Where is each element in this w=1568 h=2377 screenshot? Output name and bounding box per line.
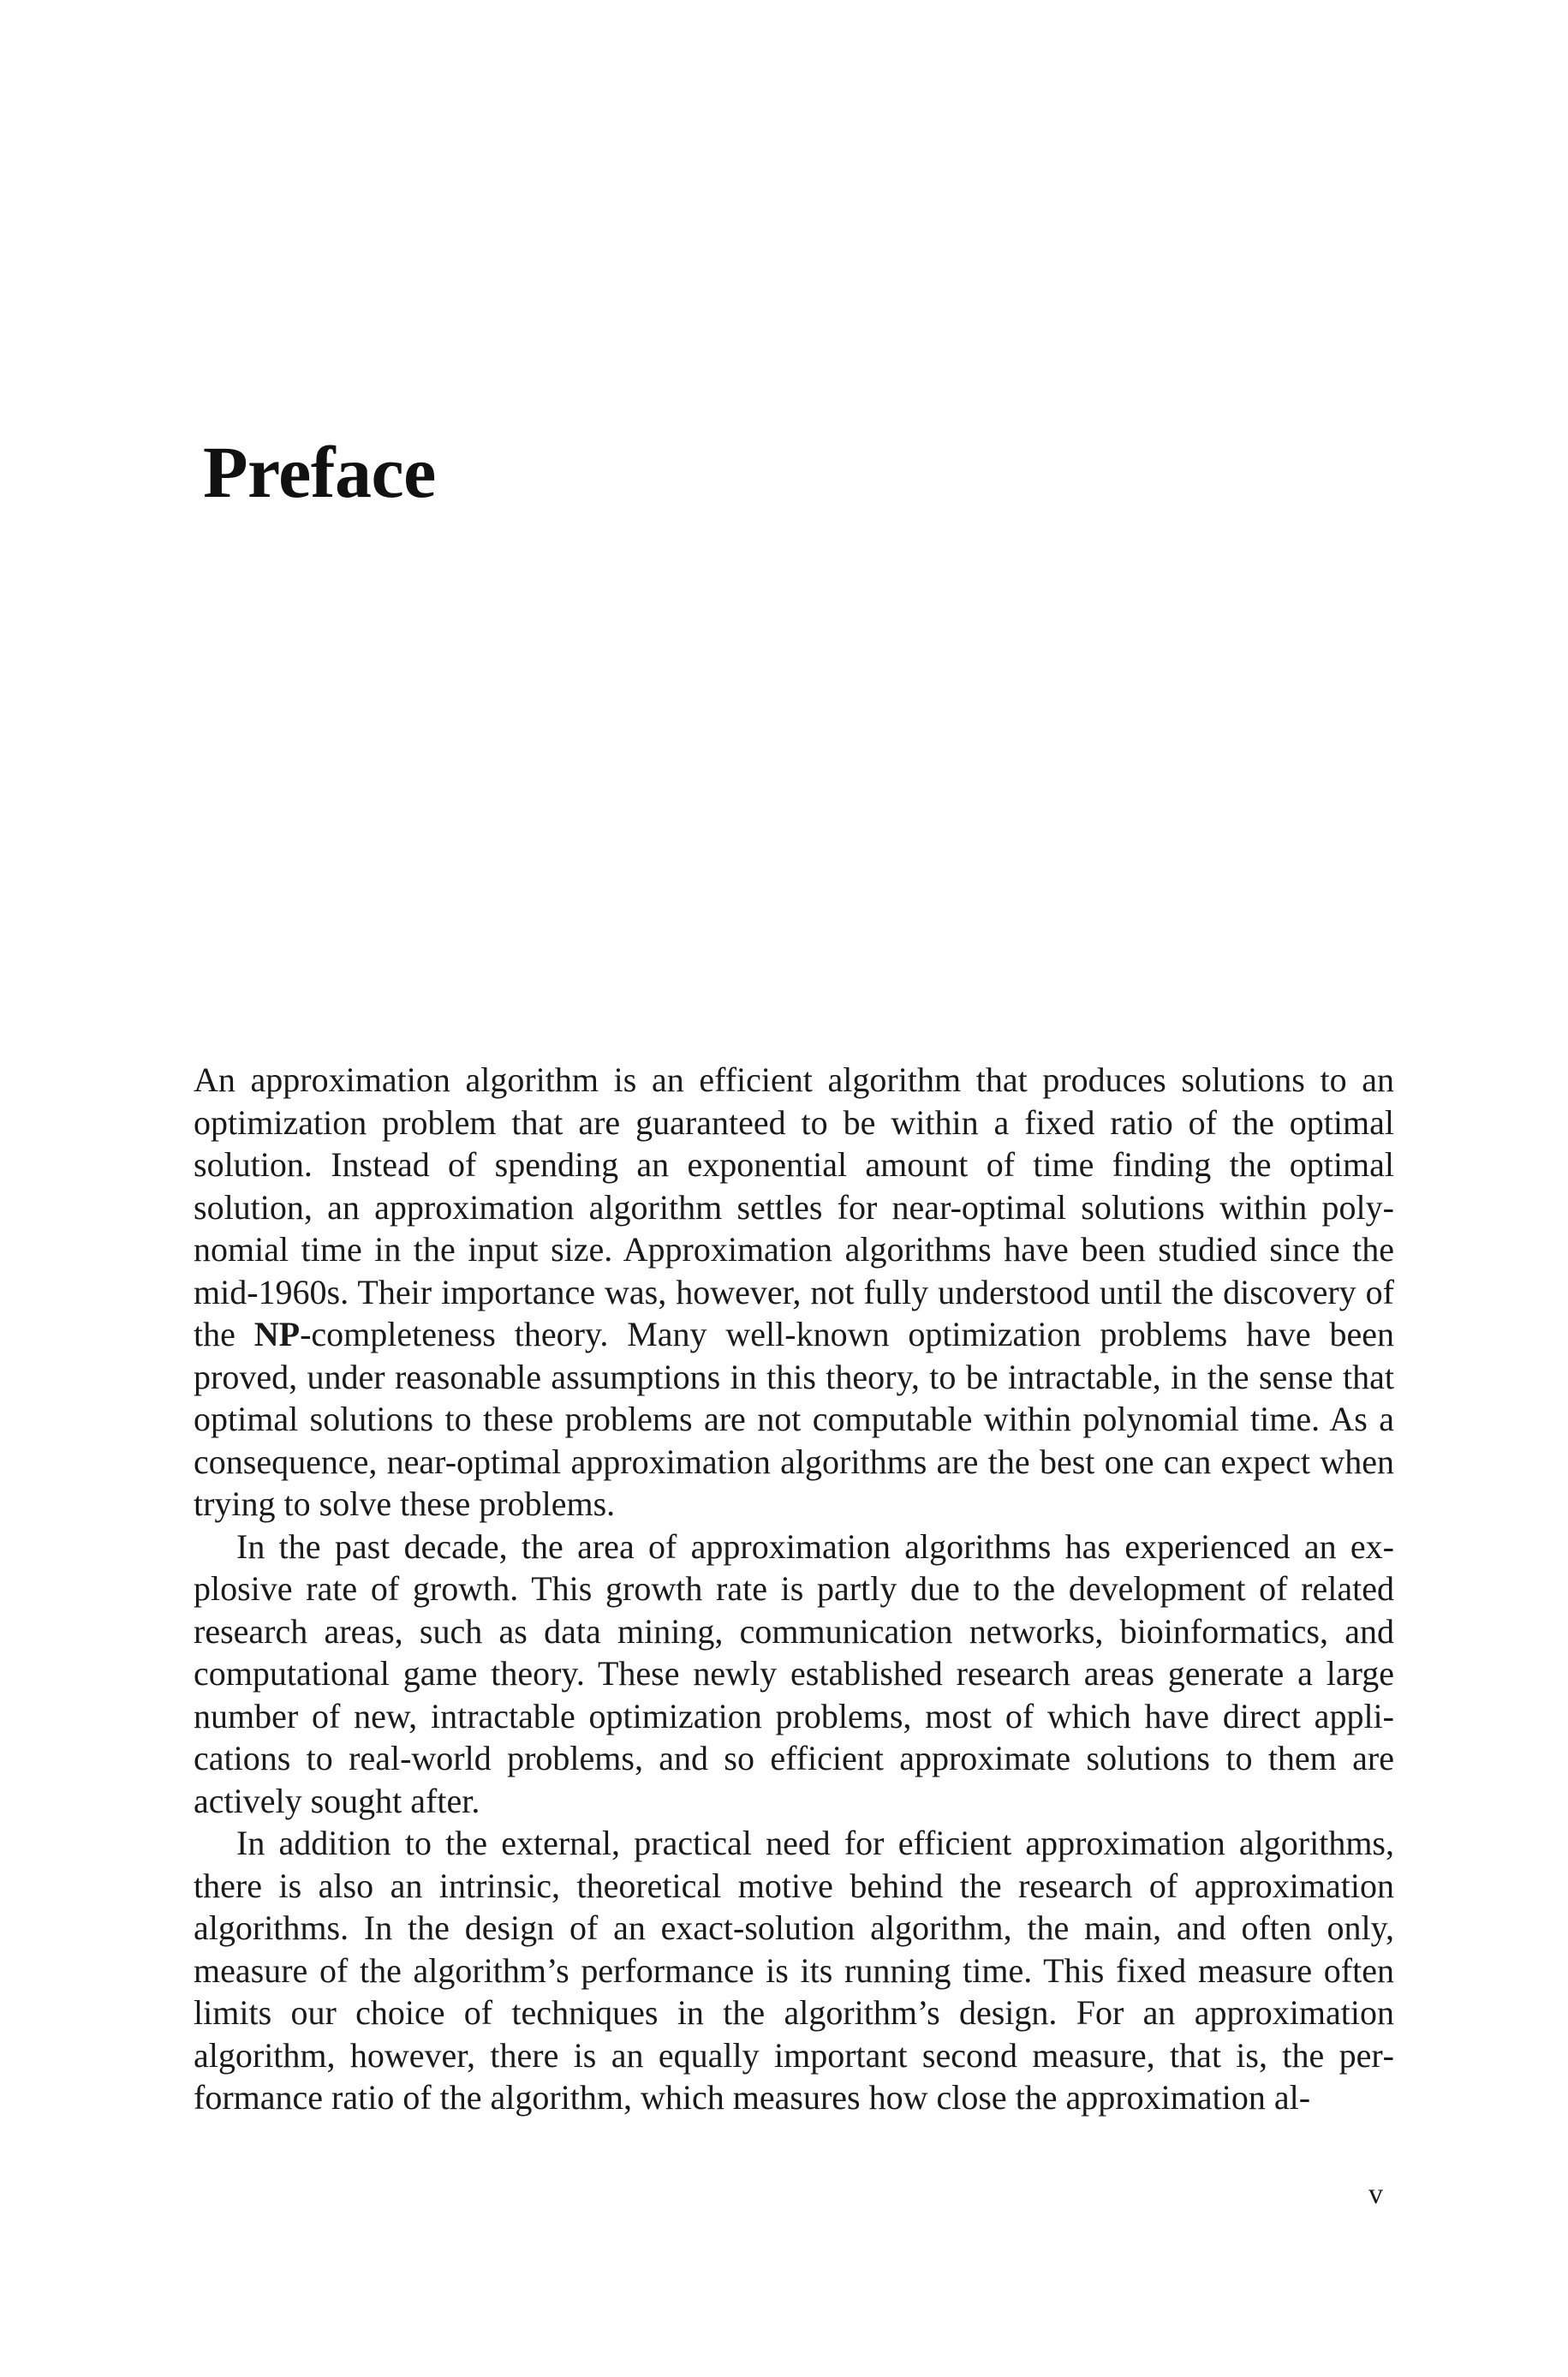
paragraph-3: In addition to the external, practical need for efficient approximation algorithms, there is also an intrinsic, theoretical motive behind the research of approximation algorithms. In the design of an exact-solution algorithm, the main, and often only, measure of the algorithm’s performance is its running time. This fixed measure often limits our choice of techniques in the algorithm’s design. For an approximation algorithm, however, there is an equally important second measure, that is, the performance ratio of the algorithm, which measures how close the approximation al-	[194, 1824, 1394, 2117]
paragraph-1-text-before: An approximation algorithm is an efficient algorithm that produces solutions to an optimization problem that are guaranteed to be within a fixed ratio of the optimal solution. Instead of spending an exponential amount of time finding the optimal solution, an approximation algorithm settles for near-optimal solutions within polynomial time in the input size. Approximation algorithms have been studied since the mid-1960s. Their importance was, however, not fully understood until the discovery of the	[194, 1060, 1394, 1353]
page-title: Preface	[203, 431, 436, 513]
page-number: v	[1368, 2178, 1383, 2210]
paragraph-1	[194, 1059, 1394, 1526]
paragraph-2: In the past decade, the area of approximation algorithms has experienced an explosive rate of growth. This growth rate is partly due to the development of related research areas, such as data mining, communication networks, bioinformatics, and computational game theory. These newly established research areas generate a large number of new, intractable optimization problems, most of which have direct applications to real-world problems, and so efficient approximate solutions to them are actively sought after.	[194, 1526, 1394, 1820]
paragraph-1-text-after: -completeness theory. Many well-known optimization problems have been proved, under reasonable assumptions in this theory, to be intractable, in the sense that optimal solutions to these problems are not computable within polynomial time. As a consequence, near-optimal approximation algorithms are the best one can expect when trying to solve these problems.	[194, 1315, 1394, 1523]
np-term: NP	[253, 1315, 301, 1353]
preface-body	[194, 1059, 1394, 2119]
